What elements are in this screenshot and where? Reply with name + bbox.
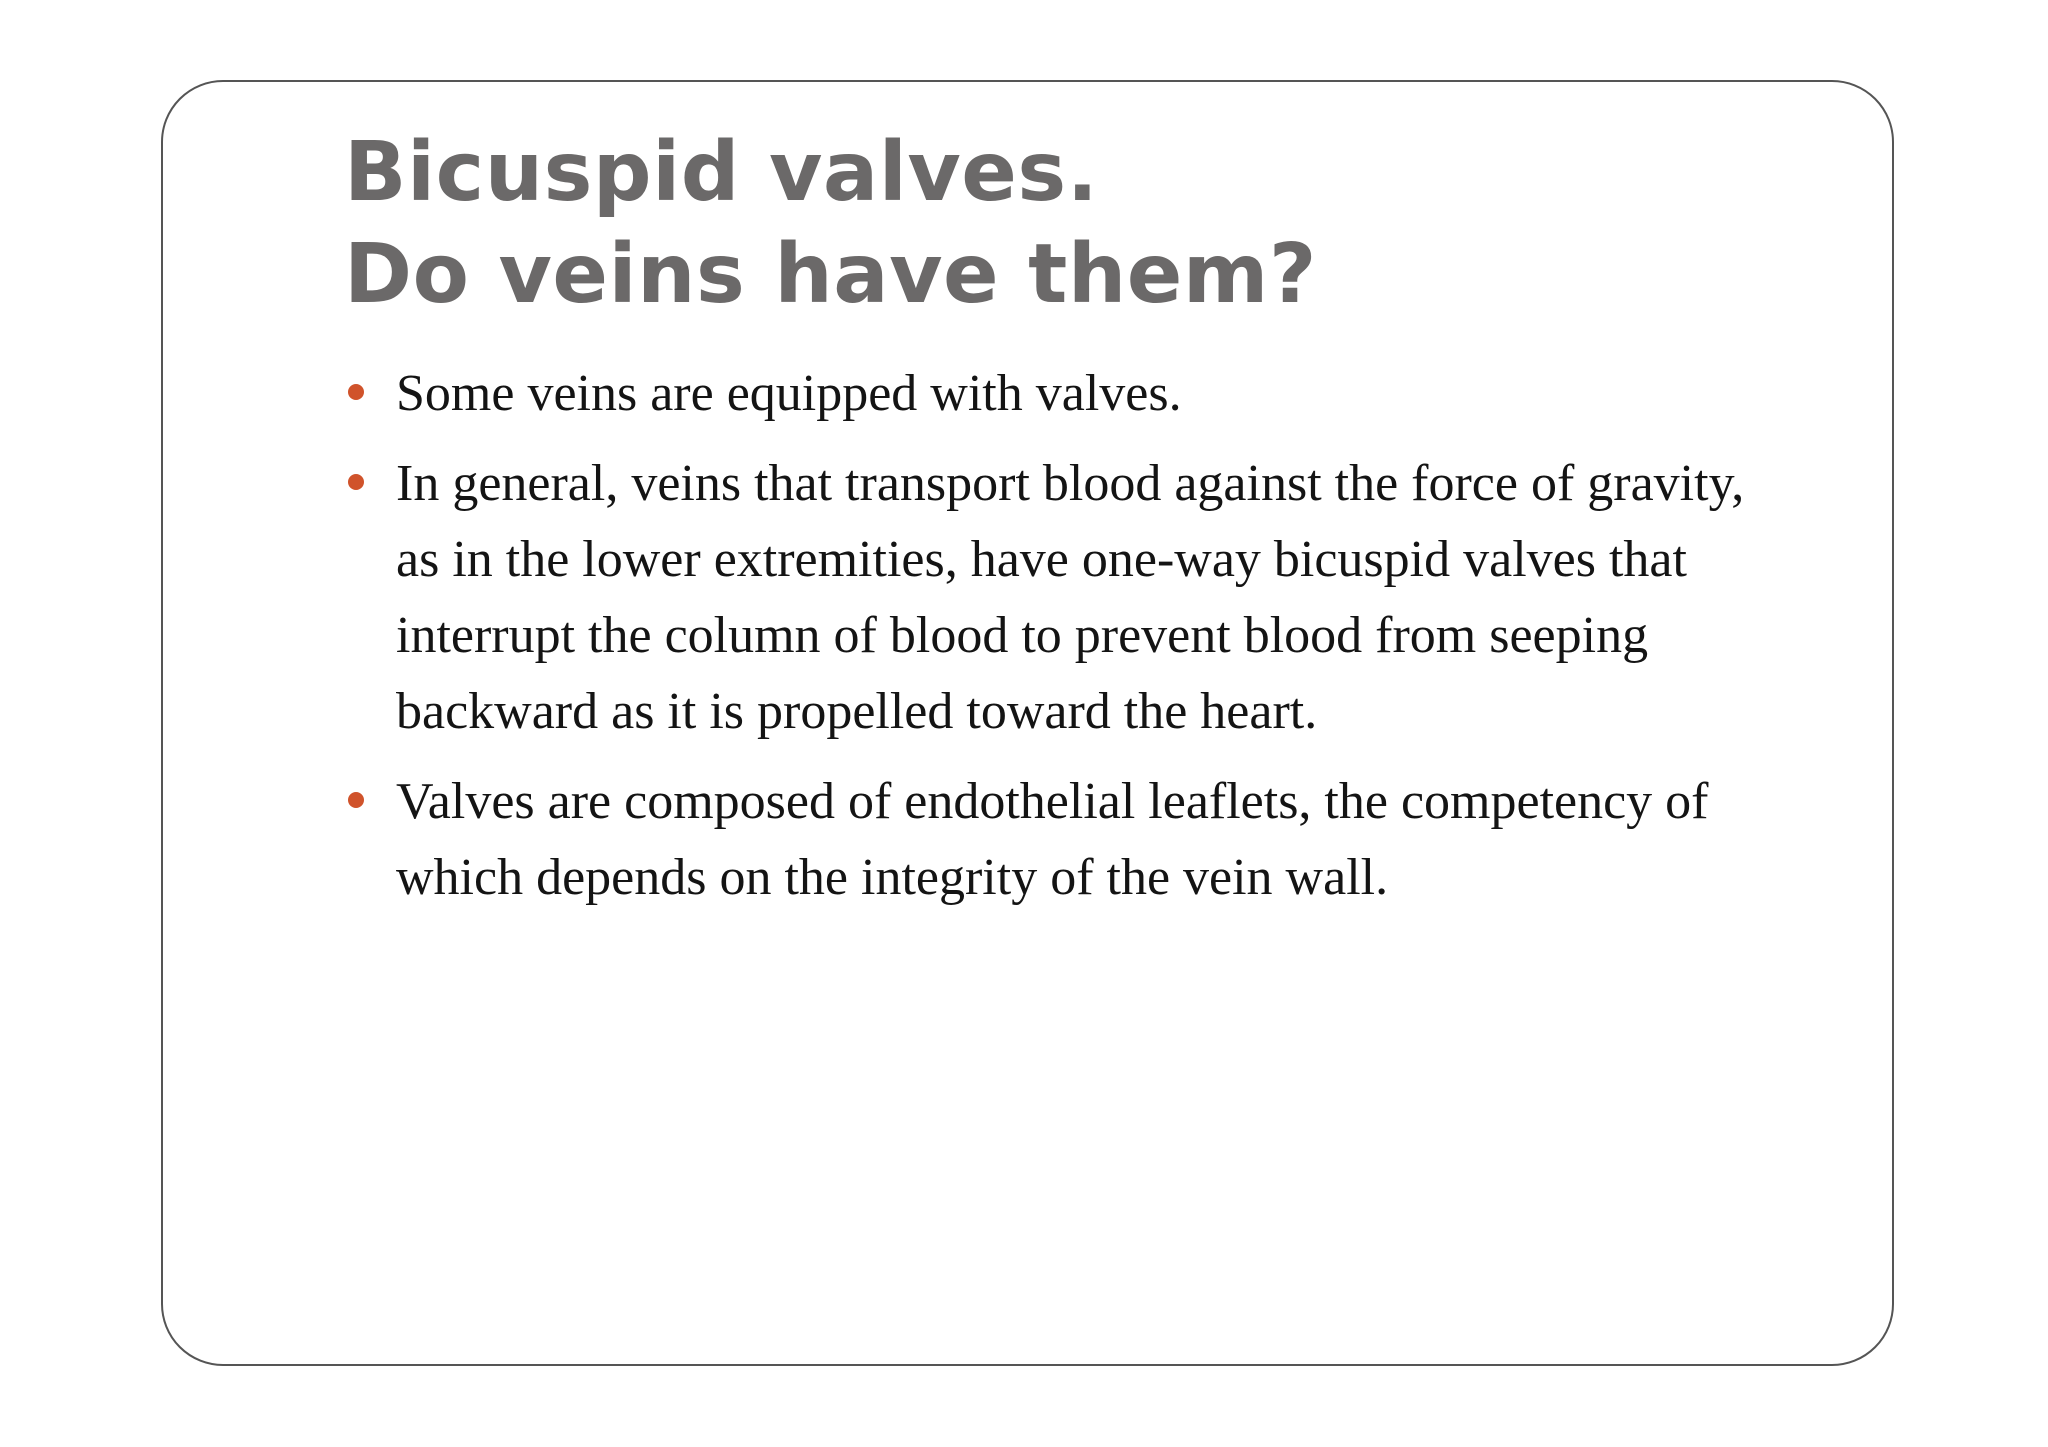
bullet-item [340,446,1780,750]
bullet-item [340,356,1780,432]
slide-title-line-1: Bicuspid valves. [344,125,1099,220]
bullet-list [340,356,1780,930]
bullet-text: Valves are composed of endothelial leaflets, the competency of which depends on the integrity of the vein wall. [396,773,1709,906]
bullet-dot-icon [348,474,364,490]
bullet-text: Some veins are equipped with valves. [396,365,1182,422]
bullet-dot-icon [348,384,364,400]
slide-title-line-2: Do veins have them? [344,227,1317,322]
bullet-text: In general, veins that transport blood against the force of gravity, as in the lower extremities, have one-way bicuspid valves that interrupt the column of blood to prevent blood from seeping backward as it is propelled toward the heart. [396,455,1745,740]
slide-title [344,122,1317,326]
bullet-dot-icon [348,792,364,808]
bullet-item [340,764,1780,916]
